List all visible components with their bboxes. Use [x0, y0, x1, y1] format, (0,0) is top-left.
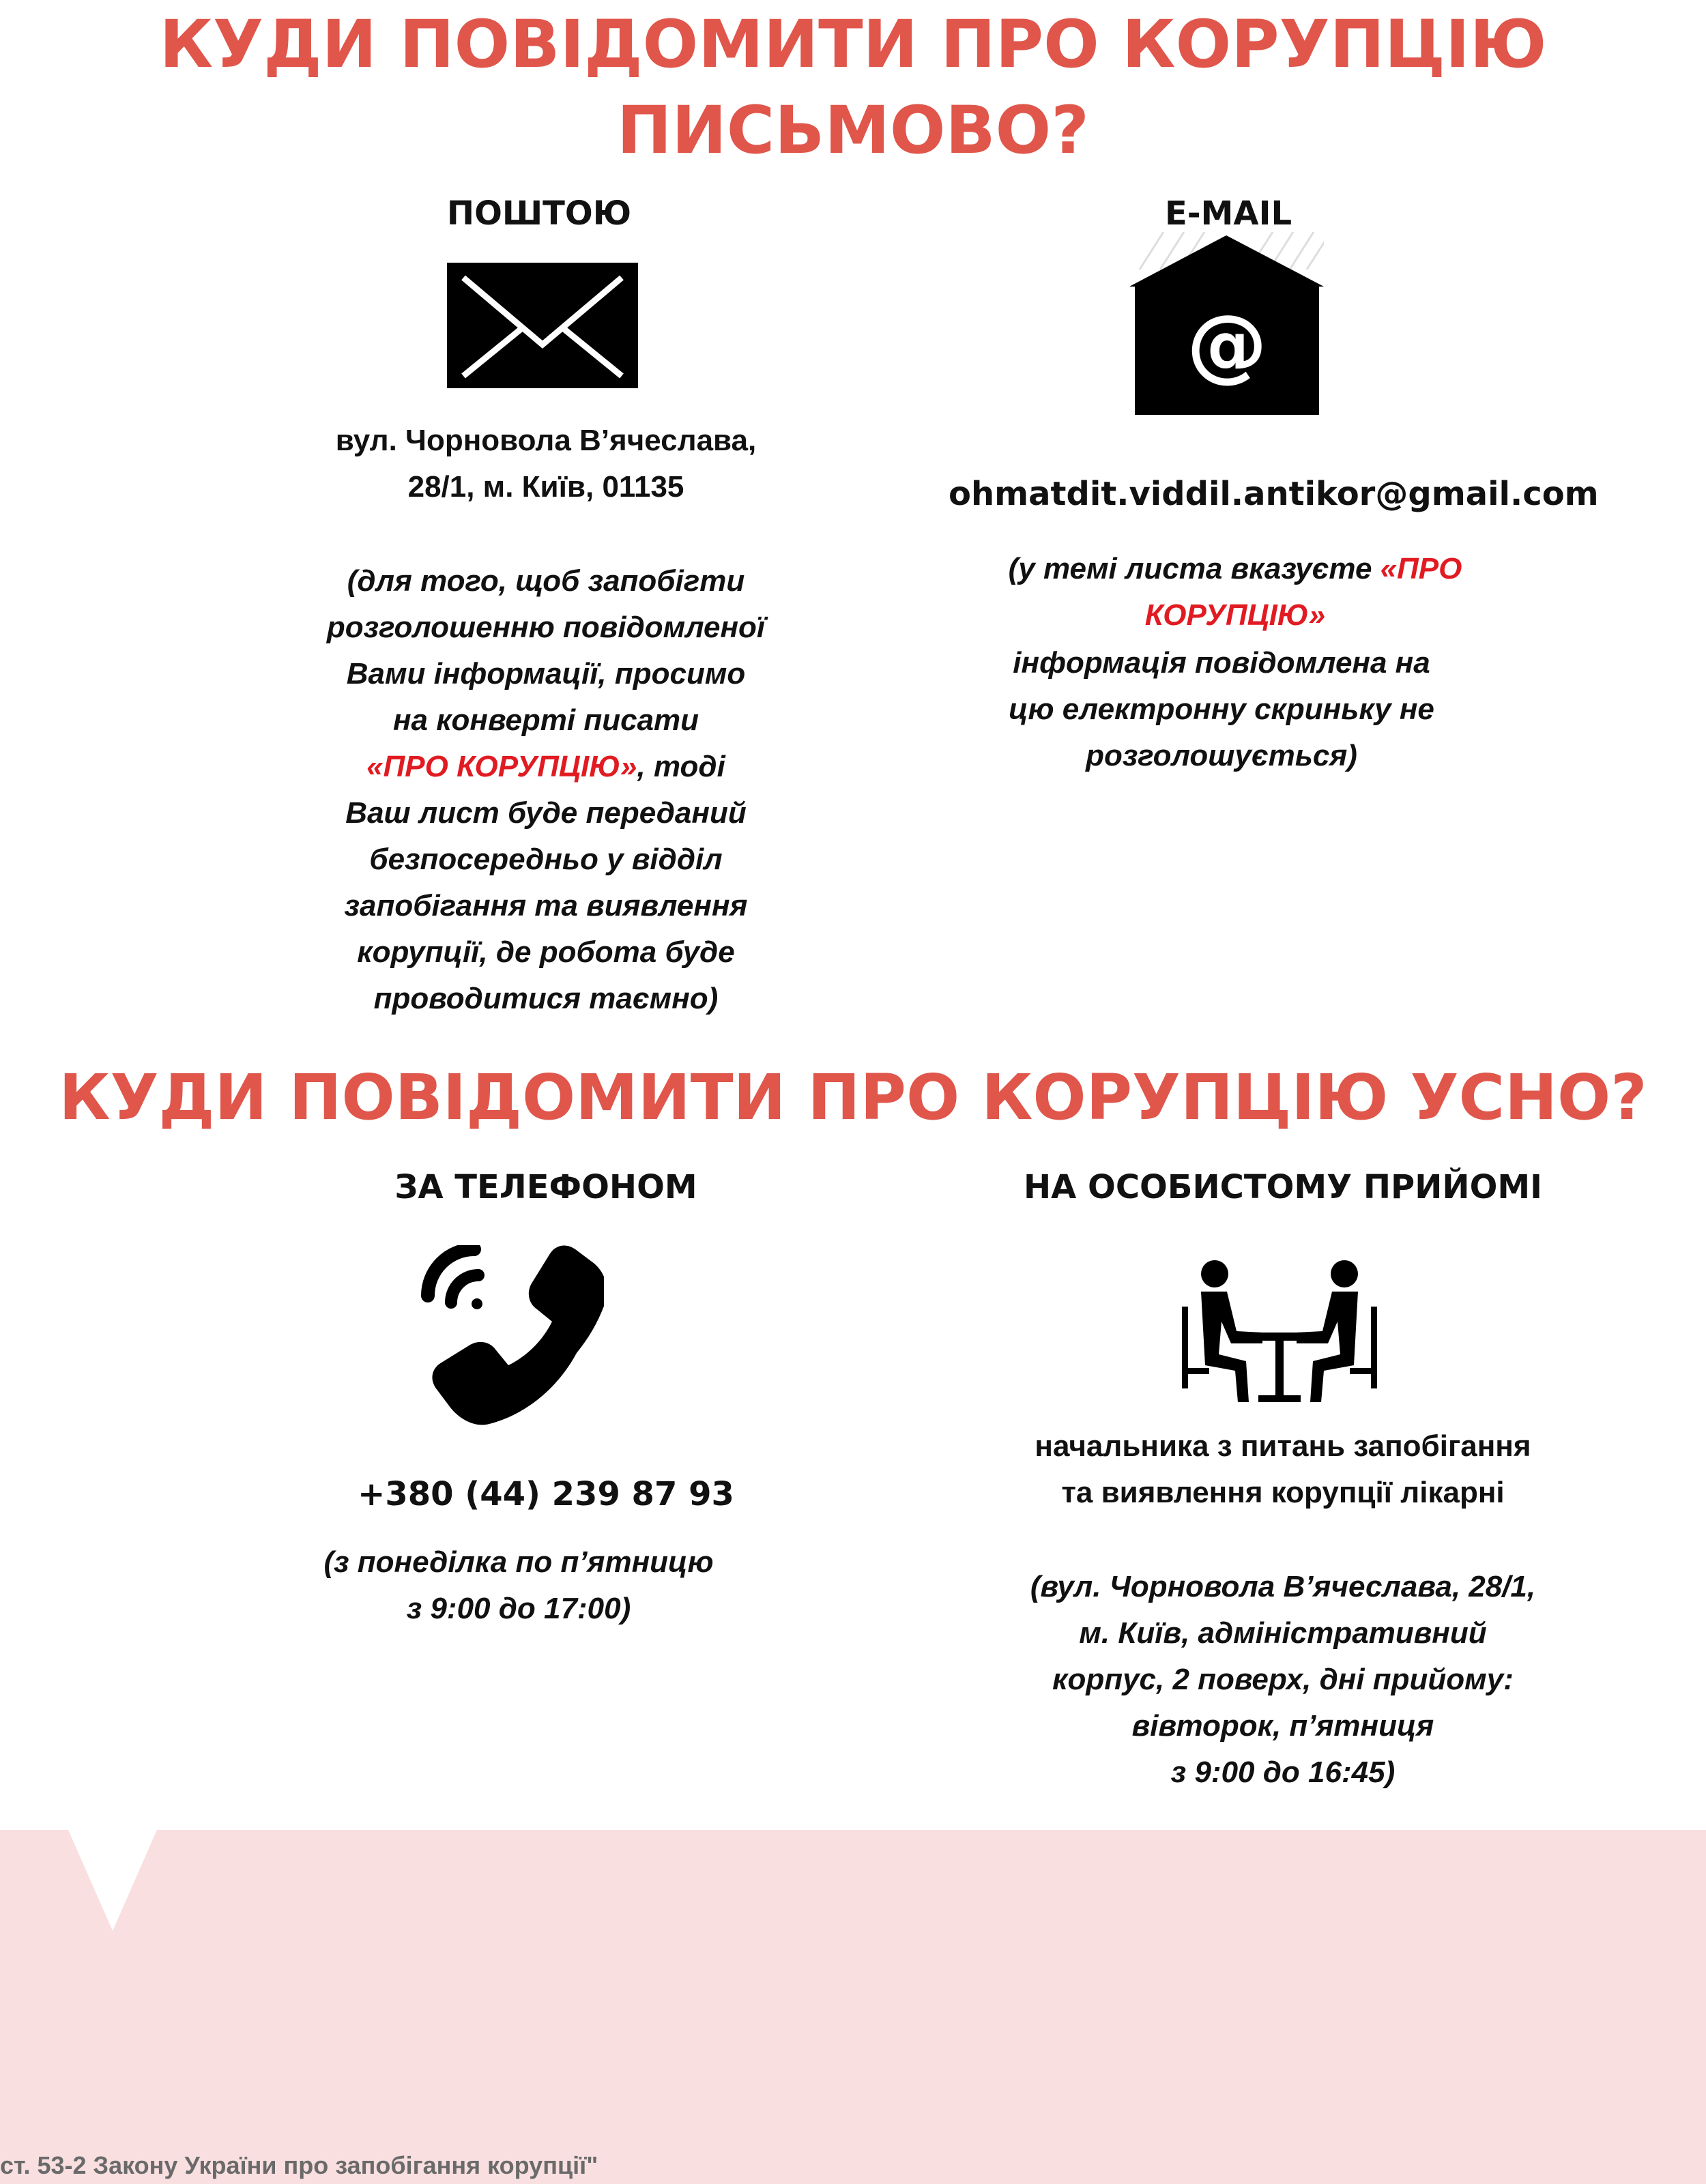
post-note-after-highlight: , тоді: [637, 750, 725, 783]
email-note-line: цю електронну скриньку не: [1009, 693, 1434, 726]
personal-who-line2: та виявлення корупції лікарні: [1061, 1476, 1505, 1509]
oral-title: КУДИ ПОВІДОМИТИ ПРО КОРУПЦІЮ УСНО?: [59, 1061, 1647, 1134]
email-note: [928, 546, 1542, 639]
post-note-line: на конверті писати: [392, 703, 699, 737]
personal-details-line: корпус, 2 поверх, дні прийому:: [1052, 1663, 1514, 1696]
personal-details-line: вівторок, п’ятниця: [1131, 1709, 1434, 1743]
bottom-band: [0, 1830, 1706, 2184]
email-note-prefix: (у темі листа вказуєте: [1008, 552, 1380, 585]
personal-who-line1: начальника з питань запобігання: [1035, 1429, 1531, 1463]
post-address-line2: 28/1, м. Київ, 01135: [407, 470, 684, 504]
phone-number[interactable]: +380 (44) 239 87 93: [358, 1475, 734, 1513]
personal-label: НА ОСОБИСТОМУ ПРИЙОМІ: [1023, 1168, 1542, 1206]
personal-details-line: з 9:00 до 16:45): [1170, 1756, 1396, 1789]
written-title-line1: КУДИ ПОВІДОМИТИ ПРО КОРУПЦІЮ: [159, 6, 1547, 83]
post-address: [259, 418, 833, 510]
post-note-line: запобігання та виявлення: [344, 889, 748, 922]
phone-label: ЗА ТЕЛЕФОНОМ: [394, 1168, 697, 1206]
written-title-line2: ПИСЬМОВО?: [617, 92, 1089, 169]
post-note-highlight-line: [259, 744, 833, 790]
meeting-icon: [1181, 1259, 1378, 1406]
post-note-line: розголошенню повідомленої: [326, 611, 766, 644]
email-label: E-MAIL: [1164, 194, 1292, 233]
personal-details-line: (вул. Чорновола В’ячеслава, 28/1,: [1030, 1570, 1536, 1603]
phone-hours-line1: (з понеділка по п’ятницю: [323, 1545, 714, 1579]
email-note-line: інформація повідомлена на: [1013, 646, 1430, 680]
post-note: [259, 558, 833, 1022]
personal-who: [969, 1423, 1597, 1516]
speech-notch-shape: [68, 1830, 157, 1932]
svg-text:@: @: [1187, 297, 1267, 391]
post-label: ПОШТОЮ: [446, 194, 632, 233]
post-note-highlight: «ПРО КОРУПЦІЮ»: [366, 750, 637, 783]
personal-details-line: м. Київ, адміністративний: [1079, 1616, 1487, 1650]
personal-details: [969, 1564, 1597, 1796]
email-note-first-line: [928, 546, 1542, 592]
email-at-icon: [1129, 232, 1324, 416]
post-address-line1: вул. Чорновола В’ячеслава,: [335, 424, 757, 457]
email-note-highlight-2: КОРУПЦІЮ»: [1144, 598, 1326, 632]
post-note-line: корупції, де робота буде: [357, 935, 735, 969]
envelope-icon: [447, 263, 638, 388]
post-note-line: Ваш лист буде переданий: [345, 796, 747, 830]
phone-hours: [246, 1539, 792, 1632]
email-note-line: розголошується): [1086, 739, 1357, 772]
phone-hours-line2: з 9:00 до 17:00): [406, 1592, 631, 1625]
post-note-line: проводитися таємно): [373, 982, 719, 1015]
post-note-line: Вами інформації, просимо: [346, 657, 746, 690]
email-address[interactable]: ohmatdit.viddil.antikor@gmail.com: [949, 475, 1599, 513]
footer-law-reference: ст. 53-2 Закону України про запобігання корупції": [0, 2151, 598, 2179]
email-note-highlight-1: «ПРО: [1380, 552, 1462, 585]
post-note-line: безпосередньо у відділ: [369, 843, 723, 876]
email-note-rest: [914, 640, 1529, 779]
post-note-line: (для того, щоб запобігти: [347, 564, 745, 598]
phone-icon: [420, 1245, 604, 1426]
